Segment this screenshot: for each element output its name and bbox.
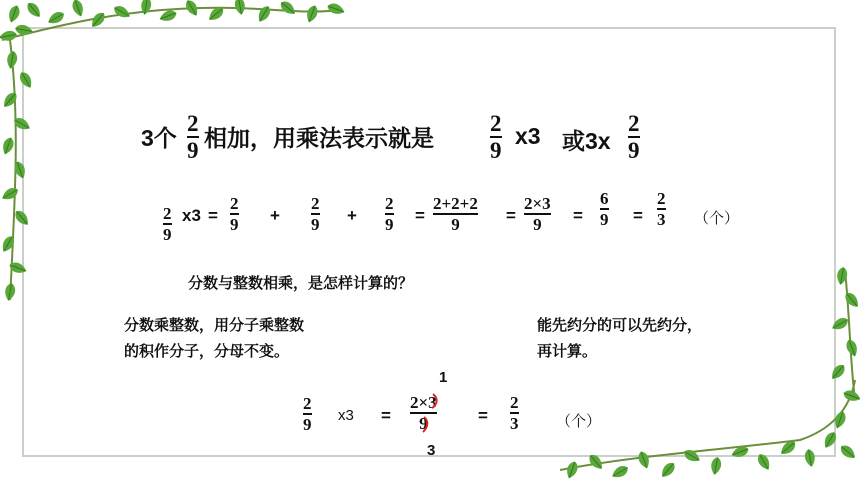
heading-or: 或3x xyxy=(562,128,611,154)
eq1-plus-1: + xyxy=(270,206,280,225)
eq1-times3: x3 xyxy=(182,206,201,225)
eq1-fraction-4: 2 9 xyxy=(385,194,394,234)
eq2-reduced-top: 1 xyxy=(439,369,448,386)
heading-middle: 相加，用乘法表示就是 xyxy=(204,125,434,151)
eq1-plus-2: + xyxy=(347,206,357,225)
rule-left-line2: 的积作分子，分母不变。 xyxy=(124,342,290,360)
eq1-fraction-1: 2 9 xyxy=(163,204,172,244)
eq1-unit: （个） xyxy=(694,209,740,227)
heading-prefix: 3个 xyxy=(141,125,177,151)
cancel-strike-marks xyxy=(420,390,450,440)
heading-fraction-2: 2 9 xyxy=(490,111,502,163)
rule-right-line2: 再计算。 xyxy=(537,342,598,360)
eq1-equals-3: = xyxy=(506,206,516,225)
eq1-fraction-7: 6 9 xyxy=(600,189,609,229)
eq1-equals-4: = xyxy=(573,206,583,225)
eq2-fraction-2: 2×3 9 xyxy=(410,393,437,433)
eq1-fraction-5: 2+2+2 9 xyxy=(433,194,478,234)
eq1-fraction-8: 2 3 xyxy=(657,189,666,229)
eq1-fraction-3: 2 9 xyxy=(311,194,320,234)
heading-fraction-1: 2 9 xyxy=(187,111,199,163)
eq2-fraction-3: 2 3 xyxy=(510,393,519,433)
eq2-equals-2: = xyxy=(478,406,488,425)
eq1-fraction-2: 2 9 xyxy=(230,194,239,234)
heading-times3: x3 xyxy=(515,123,541,149)
rule-right-line1: 能先约分的可以先约分， xyxy=(537,316,703,334)
eq2-reduced-bottom: 3 xyxy=(427,442,436,459)
eq1-equals-5: = xyxy=(633,206,643,225)
eq1-equals-2: = xyxy=(415,206,425,225)
eq2-times3: x3 xyxy=(338,407,354,424)
eq1-fraction-6: 2×3 9 xyxy=(524,194,551,234)
eq1-equals-1: = xyxy=(208,206,218,225)
rule-left-line1: 分数乘整数，用分子乘整数 xyxy=(124,316,305,334)
eq2-equals-1: = xyxy=(381,406,391,425)
eq2-unit: （个） xyxy=(556,412,602,430)
heading-fraction-3: 2 9 xyxy=(628,111,640,163)
question-text: 分数与整数相乘，是怎样计算的？ xyxy=(188,274,414,292)
eq2-fraction-1: 2 9 xyxy=(303,394,312,434)
